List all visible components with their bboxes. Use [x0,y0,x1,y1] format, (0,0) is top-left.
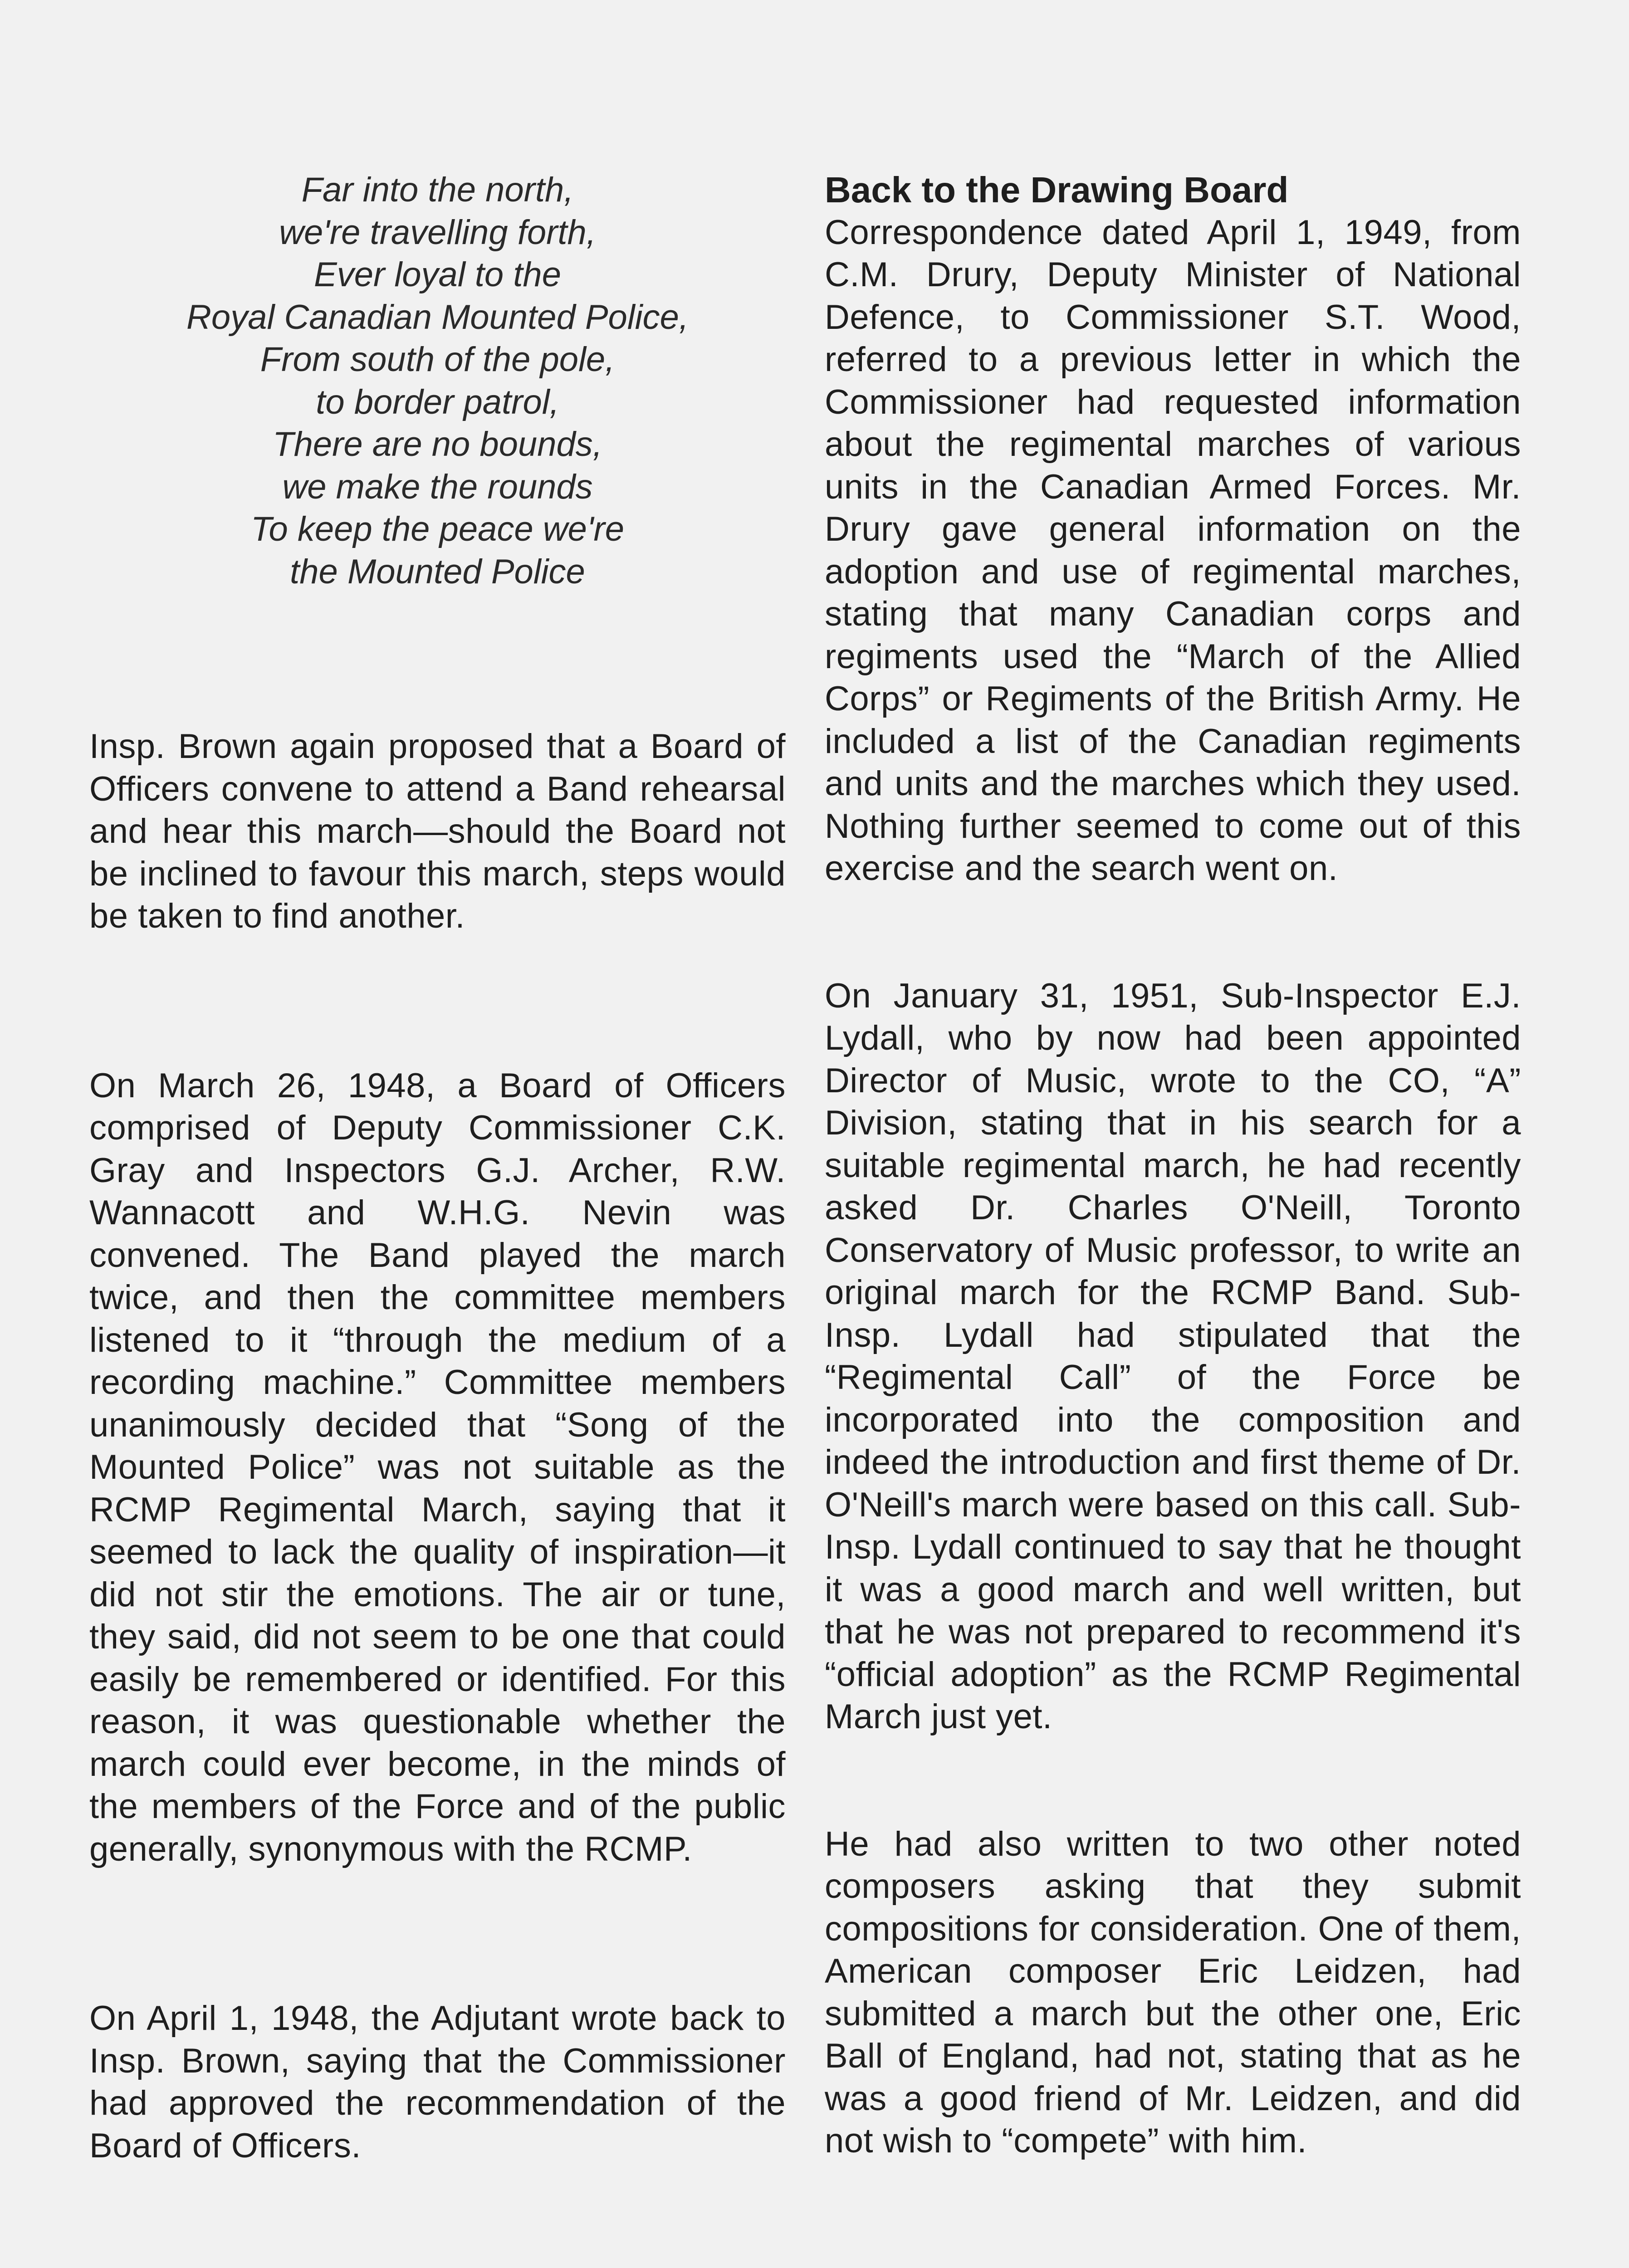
paragraph: Insp. Brown again proposed that a Board of Officers convene to attend a Band rehearsal and hear this march—should the Board not be inclined to favour this march, steps would be taken to find another. [89,727,786,935]
poem-line: To keep the peace we're [251,510,624,548]
right-column [825,169,1521,2162]
paragraph: On January 31, 1951, Sub-Inspector E.J. Lydall, who by now had been appointed Director of Music, wrote to the CO, “A” Division, stating that in his search for a suitable regimental march, he had recently asked Dr. Charles O'Neill, Toronto Conservatory of Music professor, to write an original march for the RCMP Band. Sub-Insp. Lydall had stipulated that the “Regimental Call” of the Force be incorporated into the composition and indeed the introduction and first theme of Dr. O'Neill's march were based on this call. Sub-Insp. Lydall continued to say that he thought it was a good march and well written, but that he was not prepared to recommend it's “official adoption” as the RCMP Regimental March just yet. [825,976,1521,1736]
poem-line: From south of the pole, [260,340,615,379]
paragraph: He had also written to two other noted composers asking that they submit compositions for consideration. One of them, American composer Eric Leidzen, had submitted a march but the other one, Eric Ball of England, had not, stating that as he was a good friend of Mr. Leidzen, and did not wish to “compete” with him. [825,1824,1521,2160]
poem-line: the Mounted Police [290,552,585,591]
poem-line: we're travelling forth, [279,213,596,252]
poem-line: Royal Canadian Mounted Police, [186,298,689,337]
paragraph: Correspondence dated April 1, 1949, from C.M. Drury, Deputy Minister of National Defence, to Commissioner S.T. Wood, referred to a previous letter in which the Commissioner had requested information about the regimental marches of various units in the Canadian Armed Forces. Mr. Drury gave general information on the adoption and use of regimental marches, stating that many Canadian corps and regiments used the “March of the Allied Corps” or Regiments of the British Army. He included a list of the Canadian regiments and units and the marches which they used. Nothing further seemed to come out of this exercise and the search went on. [825,213,1521,888]
poem-line: Far into the north, [301,171,574,209]
paragraph: On March 26, 1948, a Board of Officers comprised of Deputy Commissioner C.K. Gray and Inspectors G.J. Archer, R.W. Wannacott and W.H.G. Nevin was convened. The Band played the march twice, and then the committee members listened to it “through the medium of a recording machine.” Committee members unanimously decided that “Song of the Mounted Police” was not suitable as the RCMP Regimental March, saying that it seemed to lack the quality of inspiration—it did not stir the emotions. The air or tune, they said, did not seem to be one that could easily be remembered or identified. For this reason, it was questionable whether the march could ever become, in the minds of the members of the Force and of the public generally, synonymous with the RCMP. [89,1066,786,1868]
poem-line: Ever loyal to the [314,255,561,294]
poem-line: we make the rounds [282,467,593,506]
paragraph: On April 1, 1948, the Adjutant wrote back to Insp. Brown, saying that the Commissioner had approved the recommendation of the Board of Officers. [89,1999,786,2165]
section-heading: Back to the Drawing Board [825,170,1289,210]
poem-stanza [89,169,786,593]
left-column [89,169,786,2167]
poem-line: to border patrol, [316,382,559,421]
poem-line: There are no bounds, [273,425,602,464]
